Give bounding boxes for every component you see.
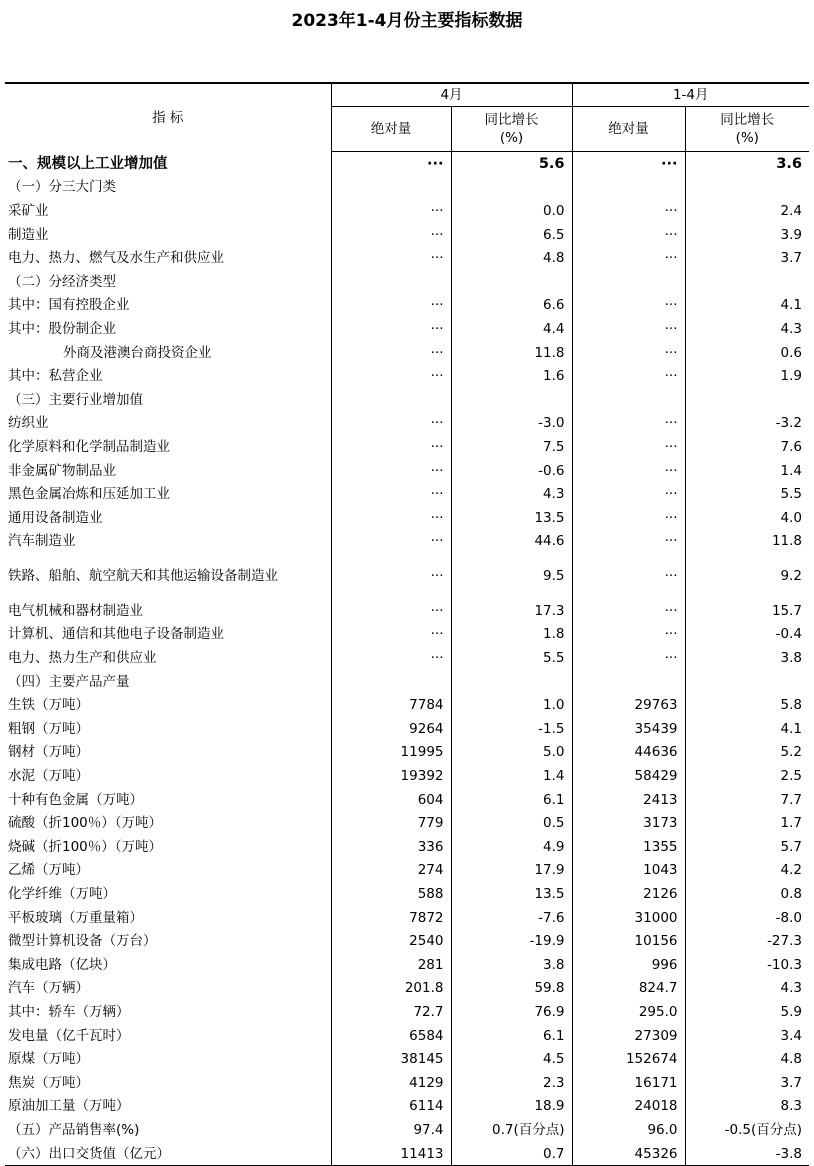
janapr-growth-cell: 1.7: [780, 815, 802, 832]
row-label: 铁路、船舶、航空航天和其他运输设备制造业: [5, 553, 331, 599]
row-label: 电力、热力、燃气及水生产和供应业: [5, 246, 331, 270]
april-absolute-cell: 72.7: [331, 1000, 451, 1024]
april-absolute-cell: [331, 388, 451, 412]
table-row: [5, 270, 809, 294]
april-absolute-cell: ···: [331, 223, 451, 247]
janapr-growth-cell: -0.5(百分点): [724, 1121, 802, 1138]
row-label: 外商及港澳台商投资企业: [5, 341, 331, 365]
row-label: 焦炭（万吨）: [5, 1071, 331, 1095]
janapr-absolute-cell: ···: [572, 459, 685, 483]
table-row: [5, 506, 809, 530]
janapr-absolute-cell: 24018: [572, 1095, 685, 1119]
janapr-absolute-cell: [572, 388, 685, 412]
april-absolute-cell: ···: [331, 317, 451, 341]
row-label: 乙烯（万吨）: [5, 859, 331, 883]
april-growth-cell: 5.6: [451, 152, 572, 176]
row-label: 烧碱（折100％）（万吨）: [5, 835, 331, 859]
janapr-absolute-cell: ···: [572, 317, 685, 341]
april-growth-cell: 0.7(百分点): [451, 1118, 572, 1142]
janapr-absolute-cell: 35439: [572, 717, 685, 741]
april-growth-cell: 6.1: [451, 1024, 572, 1048]
janapr-growth-cell: 0.8: [780, 886, 802, 903]
table-row: [5, 693, 809, 717]
table-row: [5, 388, 809, 412]
april-growth-cell: 1.6: [451, 364, 572, 388]
april-growth-cell: 4.9: [451, 835, 572, 859]
april-growth-cell: 59.8: [451, 977, 572, 1001]
april-absolute-cell: [331, 670, 451, 694]
row-label: 水泥（万吨）: [5, 764, 331, 788]
janapr-absolute-cell: 10156: [572, 929, 685, 953]
row-label: 钢材（万吨）: [5, 741, 331, 765]
table-row: [5, 530, 809, 554]
janapr-growth-cell: 1.9: [780, 368, 802, 385]
janapr-growth-cell: -3.2: [775, 415, 802, 432]
janapr-absolute-cell: ···: [572, 199, 685, 223]
april-growth-cell: 7.5: [451, 435, 572, 459]
april-growth-cell: 4.8: [451, 246, 572, 270]
april-absolute-cell: ···: [331, 341, 451, 365]
table-row: [5, 977, 809, 1001]
row-label: 化学纤维（万吨）: [5, 882, 331, 906]
row-label: 其中：轿车（万辆）: [5, 1000, 331, 1024]
janapr-growth-cell: [685, 670, 809, 694]
janapr-absolute-cell: 96.0: [572, 1118, 685, 1142]
janapr-growth-cell: 4.3: [780, 320, 802, 337]
april-growth-cell: 44.6: [451, 530, 572, 554]
april-growth-cell: 4.3: [451, 482, 572, 506]
april-absolute-cell: ···: [331, 623, 451, 647]
table-body: [5, 152, 809, 1166]
janapr-growth-cell: 3.7: [780, 1074, 802, 1091]
row-label: （六）出口交货值（亿元）: [5, 1142, 331, 1166]
row-label: 非金属矿物制品业: [5, 459, 331, 483]
april-absolute-cell: 281: [331, 953, 451, 977]
row-label: 生铁（万吨）: [5, 693, 331, 717]
table-row: [5, 412, 809, 436]
table-row: [5, 482, 809, 506]
table-row: [5, 1024, 809, 1048]
row-label: 化学原料和化学制品制造业: [5, 435, 331, 459]
header-jan-apr: 1-4月: [572, 83, 809, 107]
janapr-absolute-cell: 2126: [572, 882, 685, 906]
april-growth-cell: -3.0: [451, 412, 572, 436]
table-row: [5, 623, 809, 647]
april-absolute-cell: 6584: [331, 1024, 451, 1048]
janapr-growth-cell: [685, 176, 809, 200]
growth-label: 同比增长: [720, 112, 775, 128]
april-absolute-cell: ···: [331, 294, 451, 318]
janapr-growth-cell: -10.3: [767, 956, 802, 973]
row-label: （二）分经济类型: [5, 270, 331, 294]
header-april-growth: [451, 107, 572, 152]
april-growth-cell: 13.5: [451, 506, 572, 530]
april-absolute-cell: 588: [331, 882, 451, 906]
janapr-growth-cell: 5.7: [780, 838, 802, 855]
janapr-absolute-cell: 31000: [572, 906, 685, 930]
janapr-absolute-cell: ···: [572, 246, 685, 270]
table-row: [5, 811, 809, 835]
row-label: 通用设备制造业: [5, 506, 331, 530]
janapr-absolute-cell: ···: [572, 294, 685, 318]
april-absolute-cell: [331, 176, 451, 200]
april-absolute-cell: ···: [331, 364, 451, 388]
row-label: 原油加工量（万吨）: [5, 1095, 331, 1119]
april-growth-cell: 1.4: [451, 764, 572, 788]
april-growth-cell: 1.8: [451, 623, 572, 647]
table-row: [5, 435, 809, 459]
janapr-growth-cell: 0.6: [780, 344, 802, 361]
april-absolute-cell: 9264: [331, 717, 451, 741]
row-label: 十种有色金属（万吨）: [5, 788, 331, 812]
header-indicator: 指 标: [5, 83, 331, 152]
row-label: 集成电路（亿块）: [5, 953, 331, 977]
table-row: [5, 459, 809, 483]
indicator-table: [5, 82, 809, 1166]
row-label: （五）产品销售率(%): [5, 1118, 331, 1142]
janapr-absolute-cell: ···: [572, 482, 685, 506]
april-absolute-cell: 19392: [331, 764, 451, 788]
janapr-absolute-cell: ···: [572, 623, 685, 647]
janapr-absolute-cell: 3173: [572, 811, 685, 835]
table-row: [5, 788, 809, 812]
janapr-growth-cell: 7.6: [780, 438, 802, 455]
april-growth-cell: -1.5: [451, 717, 572, 741]
janapr-growth-cell: 3.6: [776, 155, 802, 172]
janapr-absolute-cell: 45326: [572, 1142, 685, 1166]
janapr-growth-cell: 4.1: [780, 297, 802, 314]
table-row: [5, 176, 809, 200]
janapr-absolute-cell: 295.0: [572, 1000, 685, 1024]
janapr-absolute-cell: 16171: [572, 1071, 685, 1095]
janapr-absolute-cell: [572, 270, 685, 294]
row-label: 粗钢（万吨）: [5, 717, 331, 741]
janapr-growth-cell: 5.8: [780, 697, 802, 714]
table-row: [5, 294, 809, 318]
table-row: [5, 906, 809, 930]
row-label: 其中：国有控股企业: [5, 294, 331, 318]
april-absolute-cell: ···: [331, 435, 451, 459]
janapr-growth-cell: 15.7: [771, 602, 802, 619]
table-header: [5, 83, 809, 152]
table-row: [5, 1118, 809, 1142]
janapr-growth-cell: 5.9: [780, 1003, 802, 1020]
row-label: 纺织业: [5, 412, 331, 436]
table-row: [5, 646, 809, 670]
janapr-growth-cell: 4.8: [780, 1051, 802, 1068]
table-row: [5, 741, 809, 765]
table-row: [5, 199, 809, 223]
april-growth-cell: 0.7: [451, 1142, 572, 1166]
table-row: [5, 670, 809, 694]
growth-unit: (%): [735, 130, 759, 146]
janapr-growth-cell: 2.4: [780, 202, 802, 219]
april-absolute-cell: 6114: [331, 1095, 451, 1119]
janapr-absolute-cell: [572, 670, 685, 694]
growth-unit: (%): [499, 130, 524, 146]
row-label: 制造业: [5, 223, 331, 247]
table-row: [5, 599, 809, 623]
janapr-growth-cell: 4.1: [780, 720, 802, 737]
april-absolute-cell: 4129: [331, 1071, 451, 1095]
april-absolute-cell: 38145: [331, 1047, 451, 1071]
janapr-growth-cell: 4.3: [780, 980, 802, 997]
janapr-growth-cell: 8.3: [780, 1098, 802, 1115]
janapr-growth-cell: 7.7: [780, 791, 802, 808]
april-growth-cell: -0.6: [451, 459, 572, 483]
april-growth-cell: 5.5: [451, 646, 572, 670]
april-growth-cell: 1.0: [451, 693, 572, 717]
april-growth-cell: 6.6: [451, 294, 572, 318]
april-growth-cell: 3.8: [451, 953, 572, 977]
april-absolute-cell: [331, 270, 451, 294]
janapr-absolute-cell: 44636: [572, 741, 685, 765]
janapr-absolute-cell: 2413: [572, 788, 685, 812]
janapr-absolute-cell: ···: [572, 599, 685, 623]
april-absolute-cell: 604: [331, 788, 451, 812]
row-label: 平板玻璃（万重量箱）: [5, 906, 331, 930]
april-absolute-cell: 7872: [331, 906, 451, 930]
janapr-absolute-cell: 27309: [572, 1024, 685, 1048]
april-absolute-cell: 11995: [331, 741, 451, 765]
janapr-growth-cell: 2.5: [780, 768, 802, 785]
table-row: [5, 953, 809, 977]
janapr-absolute-cell: ···: [572, 553, 685, 599]
janapr-absolute-cell: ···: [572, 530, 685, 554]
page-title: 2023年1-4月份主要指标数据: [291, 11, 523, 31]
april-growth-cell: 76.9: [451, 1000, 572, 1024]
janapr-growth-cell: -8.0: [775, 909, 802, 926]
header-janapr-growth: [685, 107, 809, 152]
row-label: 一、规模以上工业增加值: [5, 152, 331, 176]
janapr-growth-cell: 4.2: [780, 862, 802, 879]
janapr-growth-cell: -0.4: [775, 626, 802, 643]
row-label: 硫酸（折100％）（万吨）: [5, 811, 331, 835]
table-row: [5, 317, 809, 341]
april-growth-cell: 11.8: [451, 341, 572, 365]
table-row: [5, 364, 809, 388]
janapr-growth-cell: 9.2: [780, 568, 802, 585]
row-label: 汽车制造业: [5, 530, 331, 554]
janapr-growth-cell: 3.8: [780, 650, 802, 667]
row-label: （四）主要产品产量: [5, 670, 331, 694]
row-label: 其中：私营企业: [5, 364, 331, 388]
april-absolute-cell: ···: [331, 152, 451, 176]
april-absolute-cell: 97.4: [331, 1118, 451, 1142]
janapr-absolute-cell: ···: [572, 646, 685, 670]
row-label: 发电量（亿千瓦时）: [5, 1024, 331, 1048]
april-growth-cell: -19.9: [451, 929, 572, 953]
april-growth-cell: 5.0: [451, 741, 572, 765]
table-row: [5, 1047, 809, 1071]
table-row: [5, 717, 809, 741]
row-label: 汽车（万辆）: [5, 977, 331, 1001]
row-label: 计算机、通信和其他电子设备制造业: [5, 623, 331, 647]
row-label: 原煤（万吨）: [5, 1047, 331, 1071]
april-growth-cell: [451, 670, 572, 694]
janapr-absolute-cell: 1043: [572, 859, 685, 883]
table-row: [5, 152, 809, 176]
april-growth-cell: [451, 388, 572, 412]
row-label: 微型计算机设备（万台）: [5, 929, 331, 953]
april-absolute-cell: 779: [331, 811, 451, 835]
row-label: 电力、热力生产和供应业: [5, 646, 331, 670]
header-april: 4月: [331, 83, 572, 107]
row-label: （一）分三大门类: [5, 176, 331, 200]
janapr-absolute-cell: 152674: [572, 1047, 685, 1071]
janapr-absolute-cell: ···: [572, 152, 685, 176]
janapr-absolute-cell: ···: [572, 506, 685, 530]
janapr-absolute-cell: 58429: [572, 764, 685, 788]
janapr-absolute-cell: 824.7: [572, 977, 685, 1001]
april-growth-cell: 13.5: [451, 882, 572, 906]
header-april-absolute: 绝对量: [331, 107, 451, 152]
april-absolute-cell: ···: [331, 412, 451, 436]
table-row: [5, 1142, 809, 1166]
april-absolute-cell: ···: [331, 459, 451, 483]
april-absolute-cell: ···: [331, 599, 451, 623]
april-absolute-cell: 336: [331, 835, 451, 859]
janapr-growth-cell: 4.0: [780, 509, 802, 526]
april-growth-cell: 17.3: [451, 599, 572, 623]
growth-label: 同比增长: [484, 112, 539, 128]
april-growth-cell: 6.5: [451, 223, 572, 247]
janapr-absolute-cell: [572, 176, 685, 200]
janapr-absolute-cell: ···: [572, 223, 685, 247]
janapr-growth-cell: 3.7: [780, 250, 802, 267]
april-growth-cell: 18.9: [451, 1095, 572, 1119]
april-absolute-cell: ···: [331, 506, 451, 530]
row-label: 采矿业: [5, 199, 331, 223]
april-absolute-cell: ···: [331, 553, 451, 599]
janapr-growth-cell: 1.4: [780, 462, 802, 479]
april-absolute-cell: 2540: [331, 929, 451, 953]
april-growth-cell: -7.6: [451, 906, 572, 930]
april-absolute-cell: 274: [331, 859, 451, 883]
april-growth-cell: 0.5: [451, 811, 572, 835]
table-row: [5, 1000, 809, 1024]
april-growth-cell: 0.0: [451, 199, 572, 223]
april-growth-cell: 4.4: [451, 317, 572, 341]
janapr-absolute-cell: 996: [572, 953, 685, 977]
janapr-growth-cell: [685, 388, 809, 412]
janapr-absolute-cell: ···: [572, 435, 685, 459]
table-row: [5, 835, 809, 859]
table-row: [5, 929, 809, 953]
janapr-growth-cell: 5.2: [780, 744, 802, 761]
janapr-growth-cell: -27.3: [767, 933, 802, 950]
april-growth-cell: 9.5: [451, 553, 572, 599]
row-label: 电气机械和器材制造业: [5, 599, 331, 623]
row-label: 其中：股份制企业: [5, 317, 331, 341]
table-row: [5, 859, 809, 883]
april-growth-cell: 2.3: [451, 1071, 572, 1095]
janapr-absolute-cell: 29763: [572, 693, 685, 717]
janapr-absolute-cell: ···: [572, 364, 685, 388]
table-row: [5, 223, 809, 247]
april-growth-cell: [451, 176, 572, 200]
april-absolute-cell: ···: [331, 199, 451, 223]
april-absolute-cell: ···: [331, 482, 451, 506]
april-absolute-cell: 7784: [331, 693, 451, 717]
april-absolute-cell: ···: [331, 530, 451, 554]
april-growth-cell: 17.9: [451, 859, 572, 883]
janapr-growth-cell: -3.8: [685, 1142, 809, 1166]
april-absolute-cell: 201.8: [331, 977, 451, 1001]
table-row: [5, 553, 809, 599]
april-growth-cell: 4.5: [451, 1047, 572, 1071]
table-row: [5, 341, 809, 365]
janapr-absolute-cell: 1355: [572, 835, 685, 859]
table-row: [5, 1095, 809, 1119]
janapr-growth-cell: 3.4: [780, 1027, 802, 1044]
table-row: [5, 882, 809, 906]
janapr-absolute-cell: ···: [572, 341, 685, 365]
april-absolute-cell: 11413: [331, 1142, 451, 1166]
row-label: （三）主要行业增加值: [5, 388, 331, 412]
table-row: [5, 1071, 809, 1095]
row-label: 黑色金属冶炼和压延加工业: [5, 482, 331, 506]
table-row: [5, 764, 809, 788]
april-absolute-cell: ···: [331, 646, 451, 670]
header-janapr-absolute: 绝对量: [572, 107, 685, 152]
janapr-growth-cell: 5.5: [780, 486, 802, 503]
janapr-growth-cell: 11.8: [771, 533, 802, 550]
janapr-growth-cell: 3.9: [780, 226, 802, 243]
table-row: [5, 246, 809, 270]
janapr-absolute-cell: ···: [572, 412, 685, 436]
april-growth-cell: [451, 270, 572, 294]
janapr-growth-cell: [685, 270, 809, 294]
april-absolute-cell: ···: [331, 246, 451, 270]
april-growth-cell: 6.1: [451, 788, 572, 812]
